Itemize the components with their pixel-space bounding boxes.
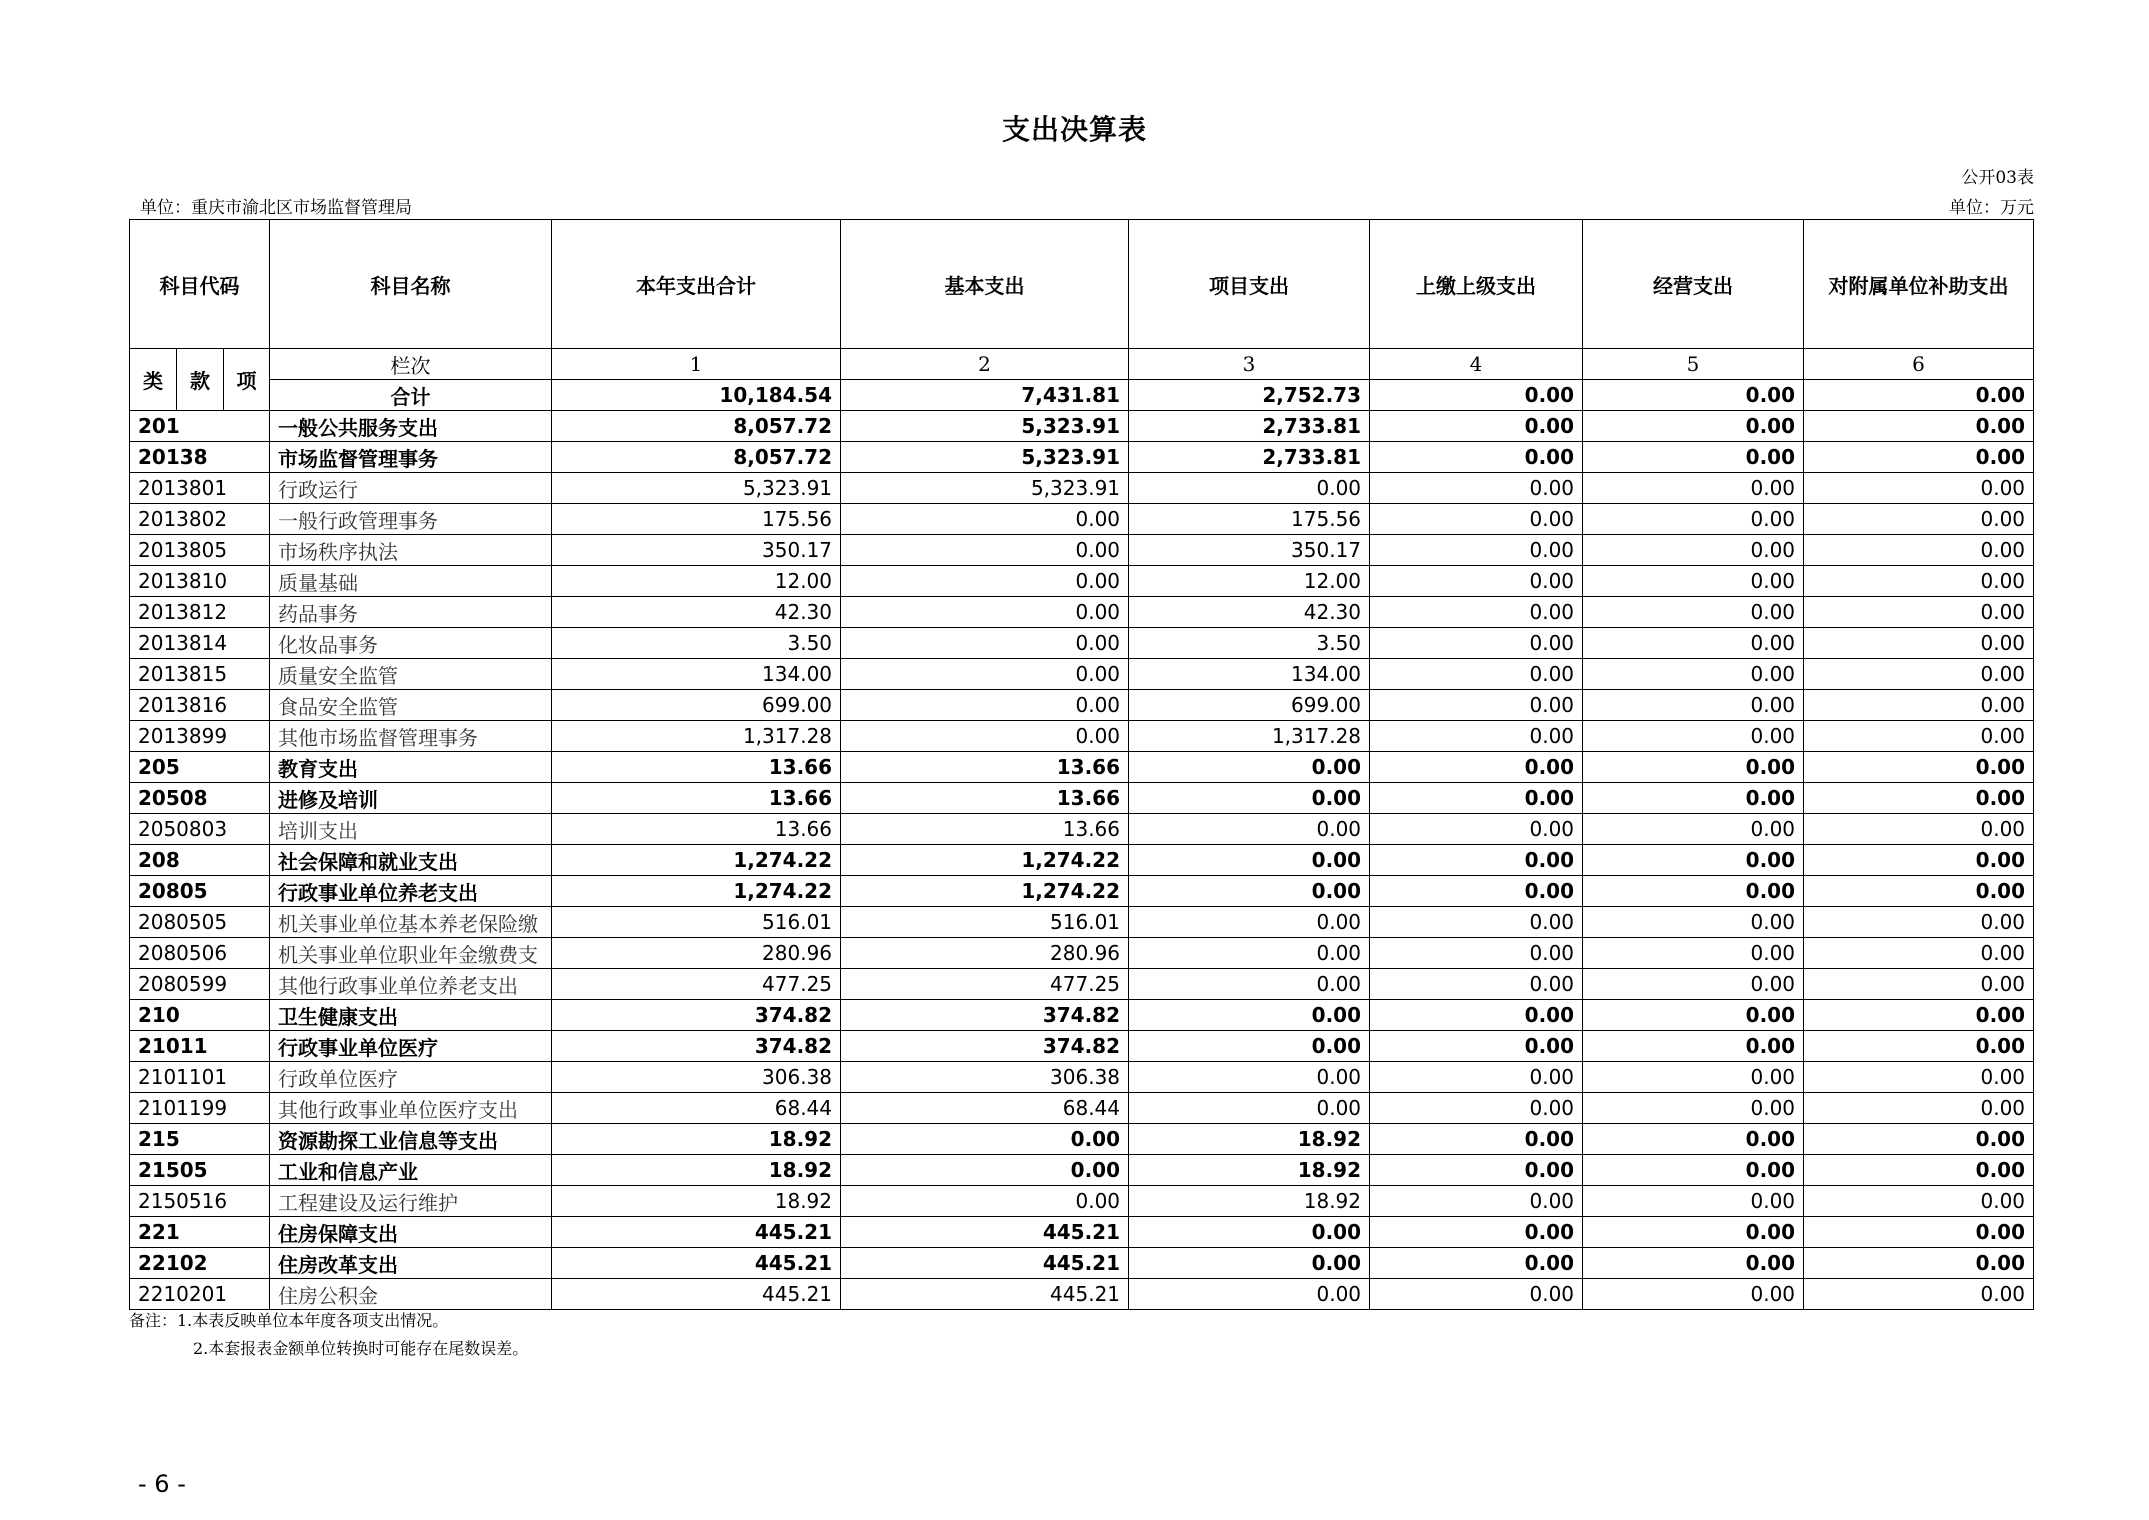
row-name: 工程建设及运行维护 <box>270 1186 552 1217</box>
table-row <box>130 504 2034 535</box>
row-code: 21505 <box>130 1155 270 1186</box>
row-value-2: 445.21 <box>841 1217 1129 1248</box>
row-value-3: 18.92 <box>1129 1155 1370 1186</box>
row-name: 市场监督管理事务 <box>270 442 552 473</box>
row-value-3: 0.00 <box>1129 783 1370 814</box>
header-subsidy: 对附属单位补助支出 <box>1804 220 2034 349</box>
row-value-4: 0.00 <box>1370 1217 1583 1248</box>
row-value-1: 445.21 <box>552 1248 841 1279</box>
row-value-6: 0.00 <box>1804 411 2034 442</box>
row-code: 2013810 <box>130 566 270 597</box>
row-value-6: 0.00 <box>1804 566 2034 597</box>
column-number-row <box>130 349 2034 380</box>
table-row <box>130 845 2034 876</box>
row-value-5: 0.00 <box>1583 876 1804 907</box>
table-row <box>130 876 2034 907</box>
row-value-4: 0.00 <box>1370 721 1583 752</box>
form-number: 公开03表 <box>1961 168 2034 188</box>
row-code: 201 <box>130 411 270 442</box>
table-row <box>130 1279 2034 1310</box>
total-value-4: 0.00 <box>1370 380 1583 411</box>
row-value-1: 8,057.72 <box>552 411 841 442</box>
row-value-2: 0.00 <box>841 628 1129 659</box>
table-row <box>130 1217 2034 1248</box>
row-code: 22102 <box>130 1248 270 1279</box>
row-name: 资源勘探工业信息等支出 <box>270 1124 552 1155</box>
row-code: 21011 <box>130 1031 270 1062</box>
row-value-3: 18.92 <box>1129 1186 1370 1217</box>
total-value-5: 0.00 <box>1583 380 1804 411</box>
row-value-3: 12.00 <box>1129 566 1370 597</box>
table-row <box>130 1186 2034 1217</box>
row-value-4: 0.00 <box>1370 442 1583 473</box>
row-code: 208 <box>130 845 270 876</box>
table-row <box>130 659 2034 690</box>
row-value-4: 0.00 <box>1370 535 1583 566</box>
row-value-5: 0.00 <box>1583 442 1804 473</box>
row-value-6: 0.00 <box>1804 628 2034 659</box>
row-value-5: 0.00 <box>1583 411 1804 442</box>
col-number-4: 4 <box>1370 349 1583 380</box>
row-name: 行政事业单位医疗 <box>270 1031 552 1062</box>
table-row <box>130 783 2034 814</box>
row-name: 市场秩序执法 <box>270 535 552 566</box>
row-value-4: 0.00 <box>1370 597 1583 628</box>
row-value-5: 0.00 <box>1583 1031 1804 1062</box>
row-value-6: 0.00 <box>1804 1279 2034 1310</box>
row-value-2: 1,274.22 <box>841 845 1129 876</box>
header-code: 科目代码 <box>130 220 270 349</box>
row-value-3: 0.00 <box>1129 938 1370 969</box>
row-code: 221 <box>130 1217 270 1248</box>
row-code: 20805 <box>130 876 270 907</box>
row-value-2: 374.82 <box>841 1000 1129 1031</box>
row-value-2: 5,323.91 <box>841 473 1129 504</box>
row-value-6: 0.00 <box>1804 1000 2034 1031</box>
row-value-2: 445.21 <box>841 1248 1129 1279</box>
row-value-1: 5,323.91 <box>552 473 841 504</box>
col-number-5: 5 <box>1583 349 1804 380</box>
row-name: 行政单位医疗 <box>270 1062 552 1093</box>
row-value-5: 0.00 <box>1583 1248 1804 1279</box>
row-code: 215 <box>130 1124 270 1155</box>
row-value-6: 0.00 <box>1804 597 2034 628</box>
col-number-1: 1 <box>552 349 841 380</box>
row-value-5: 0.00 <box>1583 1217 1804 1248</box>
row-value-4: 0.00 <box>1370 814 1583 845</box>
row-value-5: 0.00 <box>1583 1279 1804 1310</box>
row-value-5: 0.00 <box>1583 1155 1804 1186</box>
header-total: 本年支出合计 <box>552 220 841 349</box>
col-number-2: 2 <box>841 349 1129 380</box>
row-name: 质量安全监管 <box>270 659 552 690</box>
row-value-2: 0.00 <box>841 1124 1129 1155</box>
money-unit: 单位：万元 <box>1949 198 2034 218</box>
organization-unit: 单位：重庆市渝北区市场监督管理局 <box>140 198 412 218</box>
row-value-3: 0.00 <box>1129 1000 1370 1031</box>
row-code: 2101101 <box>130 1062 270 1093</box>
row-name: 其他行政事业单位养老支出 <box>270 969 552 1000</box>
row-name: 培训支出 <box>270 814 552 845</box>
note-line-1: 备注：1.本表反映单位本年度各项支出情况。 <box>129 1311 449 1330</box>
row-value-1: 374.82 <box>552 1000 841 1031</box>
row-value-1: 12.00 <box>552 566 841 597</box>
row-value-2: 0.00 <box>841 721 1129 752</box>
row-value-5: 0.00 <box>1583 752 1804 783</box>
row-value-6: 0.00 <box>1804 938 2034 969</box>
table-row <box>130 1248 2034 1279</box>
row-value-2: 0.00 <box>841 1155 1129 1186</box>
row-value-3: 0.00 <box>1129 1217 1370 1248</box>
row-value-3: 18.92 <box>1129 1124 1370 1155</box>
row-value-4: 0.00 <box>1370 1155 1583 1186</box>
expenditure-table <box>129 219 2034 1310</box>
row-value-4: 0.00 <box>1370 752 1583 783</box>
row-name: 质量基础 <box>270 566 552 597</box>
row-value-4: 0.00 <box>1370 845 1583 876</box>
table-row <box>130 442 2034 473</box>
row-value-2: 68.44 <box>841 1093 1129 1124</box>
row-code: 2210201 <box>130 1279 270 1310</box>
col-number-3: 3 <box>1129 349 1370 380</box>
row-value-5: 0.00 <box>1583 1062 1804 1093</box>
row-value-3: 0.00 <box>1129 1248 1370 1279</box>
header-basic: 基本支出 <box>841 220 1129 349</box>
row-value-1: 3.50 <box>552 628 841 659</box>
header-name: 科目名称 <box>270 220 552 349</box>
table-row <box>130 566 2034 597</box>
row-value-4: 0.00 <box>1370 783 1583 814</box>
row-name: 其他市场监督管理事务 <box>270 721 552 752</box>
row-value-1: 8,057.72 <box>552 442 841 473</box>
row-name: 一般行政管理事务 <box>270 504 552 535</box>
row-value-2: 0.00 <box>841 535 1129 566</box>
row-value-1: 42.30 <box>552 597 841 628</box>
row-value-2: 0.00 <box>841 597 1129 628</box>
row-value-2: 280.96 <box>841 938 1129 969</box>
total-value-6: 0.00 <box>1804 380 2034 411</box>
row-value-6: 0.00 <box>1804 1062 2034 1093</box>
row-value-4: 0.00 <box>1370 473 1583 504</box>
row-code: 2013816 <box>130 690 270 721</box>
row-name: 社会保障和就业支出 <box>270 845 552 876</box>
row-value-2: 5,323.91 <box>841 411 1129 442</box>
row-value-2: 0.00 <box>841 659 1129 690</box>
row-value-2: 5,323.91 <box>841 442 1129 473</box>
table-row <box>130 1124 2034 1155</box>
row-value-4: 0.00 <box>1370 1062 1583 1093</box>
row-value-6: 0.00 <box>1804 690 2034 721</box>
row-value-2: 0.00 <box>841 690 1129 721</box>
row-name: 机关事业单位基本养老保险缴 <box>270 907 552 938</box>
notes <box>129 1307 528 1363</box>
row-code: 2013802 <box>130 504 270 535</box>
row-code: 2080505 <box>130 907 270 938</box>
table-row <box>130 907 2034 938</box>
row-value-3: 0.00 <box>1129 1093 1370 1124</box>
row-name: 一般公共服务支出 <box>270 411 552 442</box>
row-value-6: 0.00 <box>1804 473 2034 504</box>
table-row <box>130 597 2034 628</box>
row-name: 住房改革支出 <box>270 1248 552 1279</box>
row-value-2: 13.66 <box>841 752 1129 783</box>
row-value-2: 0.00 <box>841 566 1129 597</box>
row-code: 2150516 <box>130 1186 270 1217</box>
row-value-4: 0.00 <box>1370 628 1583 659</box>
row-code: 2050803 <box>130 814 270 845</box>
row-value-3: 3.50 <box>1129 628 1370 659</box>
row-value-1: 516.01 <box>552 907 841 938</box>
note-line-2: 2.本套报表金额单位转换时可能存在尾数误差。 <box>193 1339 529 1358</box>
header-lei: 类 <box>130 349 177 411</box>
row-code: 210 <box>130 1000 270 1031</box>
row-code: 205 <box>130 752 270 783</box>
header-upper: 上缴上级支出 <box>1370 220 1583 349</box>
row-value-1: 699.00 <box>552 690 841 721</box>
row-value-5: 0.00 <box>1583 783 1804 814</box>
row-value-6: 0.00 <box>1804 969 2034 1000</box>
row-value-6: 0.00 <box>1804 1124 2034 1155</box>
row-value-5: 0.00 <box>1583 659 1804 690</box>
col-number-6: 6 <box>1804 349 2034 380</box>
row-value-1: 445.21 <box>552 1217 841 1248</box>
row-value-5: 0.00 <box>1583 566 1804 597</box>
row-value-1: 18.92 <box>552 1186 841 1217</box>
row-value-6: 0.00 <box>1804 1031 2034 1062</box>
row-code: 2101199 <box>130 1093 270 1124</box>
row-value-5: 0.00 <box>1583 473 1804 504</box>
table-row <box>130 969 2034 1000</box>
row-value-4: 0.00 <box>1370 1031 1583 1062</box>
row-name: 食品安全监管 <box>270 690 552 721</box>
row-value-3: 0.00 <box>1129 969 1370 1000</box>
row-value-1: 306.38 <box>552 1062 841 1093</box>
row-value-6: 0.00 <box>1804 1155 2034 1186</box>
row-value-6: 0.00 <box>1804 659 2034 690</box>
row-value-4: 0.00 <box>1370 411 1583 442</box>
row-code: 20138 <box>130 442 270 473</box>
row-code: 20508 <box>130 783 270 814</box>
row-name: 机关事业单位职业年金缴费支 <box>270 938 552 969</box>
row-value-2: 306.38 <box>841 1062 1129 1093</box>
row-value-2: 477.25 <box>841 969 1129 1000</box>
row-value-4: 0.00 <box>1370 969 1583 1000</box>
row-value-1: 374.82 <box>552 1031 841 1062</box>
page-number: - 6 - <box>138 1470 186 1498</box>
table-row <box>130 473 2034 504</box>
row-name: 药品事务 <box>270 597 552 628</box>
row-name: 住房保障支出 <box>270 1217 552 1248</box>
row-value-5: 0.00 <box>1583 1124 1804 1155</box>
row-code: 2013899 <box>130 721 270 752</box>
row-value-5: 0.00 <box>1583 1093 1804 1124</box>
row-code: 2013814 <box>130 628 270 659</box>
row-value-4: 0.00 <box>1370 1000 1583 1031</box>
row-value-3: 134.00 <box>1129 659 1370 690</box>
row-value-2: 516.01 <box>841 907 1129 938</box>
row-value-5: 0.00 <box>1583 814 1804 845</box>
table-row <box>130 628 2034 659</box>
header-lanci: 栏次 <box>270 349 552 380</box>
row-value-3: 0.00 <box>1129 845 1370 876</box>
row-code: 2080599 <box>130 969 270 1000</box>
row-value-4: 0.00 <box>1370 1248 1583 1279</box>
row-value-1: 1,274.22 <box>552 876 841 907</box>
row-value-3: 0.00 <box>1129 814 1370 845</box>
row-value-1: 18.92 <box>552 1155 841 1186</box>
row-name: 化妆品事务 <box>270 628 552 659</box>
row-value-4: 0.00 <box>1370 1279 1583 1310</box>
row-code: 2013812 <box>130 597 270 628</box>
row-name: 行政事业单位养老支出 <box>270 876 552 907</box>
row-value-3: 0.00 <box>1129 876 1370 907</box>
row-value-1: 350.17 <box>552 535 841 566</box>
row-value-3: 2,733.81 <box>1129 442 1370 473</box>
row-value-5: 0.00 <box>1583 969 1804 1000</box>
row-value-2: 13.66 <box>841 783 1129 814</box>
row-value-6: 0.00 <box>1804 1093 2034 1124</box>
row-value-3: 2,733.81 <box>1129 411 1370 442</box>
row-value-4: 0.00 <box>1370 876 1583 907</box>
row-value-1: 134.00 <box>552 659 841 690</box>
row-code: 2013815 <box>130 659 270 690</box>
row-value-3: 0.00 <box>1129 752 1370 783</box>
total-label: 合计 <box>270 380 552 411</box>
row-value-5: 0.00 <box>1583 535 1804 566</box>
row-value-3: 1,317.28 <box>1129 721 1370 752</box>
row-value-3: 0.00 <box>1129 473 1370 504</box>
table-row <box>130 411 2034 442</box>
row-value-4: 0.00 <box>1370 1124 1583 1155</box>
table-row <box>130 1093 2034 1124</box>
row-code: 2013805 <box>130 535 270 566</box>
row-value-6: 0.00 <box>1804 876 2034 907</box>
header-business: 经营支出 <box>1583 220 1804 349</box>
row-name: 其他行政事业单位医疗支出 <box>270 1093 552 1124</box>
header-project: 项目支出 <box>1129 220 1370 349</box>
table-row <box>130 1000 2034 1031</box>
row-value-4: 0.00 <box>1370 659 1583 690</box>
table-row <box>130 535 2034 566</box>
row-value-2: 0.00 <box>841 504 1129 535</box>
row-value-3: 350.17 <box>1129 535 1370 566</box>
table-row <box>130 1062 2034 1093</box>
row-value-1: 1,274.22 <box>552 845 841 876</box>
row-value-4: 0.00 <box>1370 938 1583 969</box>
row-value-2: 445.21 <box>841 1279 1129 1310</box>
row-value-2: 0.00 <box>841 1186 1129 1217</box>
total-value-2: 7,431.81 <box>841 380 1129 411</box>
row-value-2: 374.82 <box>841 1031 1129 1062</box>
row-value-4: 0.00 <box>1370 1093 1583 1124</box>
row-value-6: 0.00 <box>1804 752 2034 783</box>
row-value-2: 1,274.22 <box>841 876 1129 907</box>
row-value-2: 13.66 <box>841 814 1129 845</box>
row-name: 工业和信息产业 <box>270 1155 552 1186</box>
row-value-1: 1,317.28 <box>552 721 841 752</box>
header-kuan: 款 <box>177 349 224 411</box>
table-row <box>130 814 2034 845</box>
row-value-1: 280.96 <box>552 938 841 969</box>
table-row <box>130 1155 2034 1186</box>
row-value-4: 0.00 <box>1370 690 1583 721</box>
row-value-6: 0.00 <box>1804 721 2034 752</box>
row-value-1: 175.56 <box>552 504 841 535</box>
row-value-4: 0.00 <box>1370 504 1583 535</box>
row-value-4: 0.00 <box>1370 566 1583 597</box>
row-value-3: 0.00 <box>1129 1279 1370 1310</box>
header-xiang: 项 <box>224 349 270 411</box>
row-value-6: 0.00 <box>1804 1186 2034 1217</box>
table-row <box>130 690 2034 721</box>
row-value-4: 0.00 <box>1370 907 1583 938</box>
row-value-5: 0.00 <box>1583 721 1804 752</box>
row-value-1: 445.21 <box>552 1279 841 1310</box>
page-title: 支出决算表 <box>1001 113 1147 146</box>
row-value-1: 13.66 <box>552 814 841 845</box>
table-row <box>130 721 2034 752</box>
row-code: 2080506 <box>130 938 270 969</box>
row-name: 进修及培训 <box>270 783 552 814</box>
row-value-6: 0.00 <box>1804 783 2034 814</box>
row-value-3: 0.00 <box>1129 1031 1370 1062</box>
row-value-1: 68.44 <box>552 1093 841 1124</box>
row-value-5: 0.00 <box>1583 938 1804 969</box>
row-value-5: 0.00 <box>1583 504 1804 535</box>
total-value-1: 10,184.54 <box>552 380 841 411</box>
row-value-3: 175.56 <box>1129 504 1370 535</box>
table-row <box>130 1031 2034 1062</box>
total-row <box>130 380 2034 411</box>
row-value-1: 18.92 <box>552 1124 841 1155</box>
row-value-1: 477.25 <box>552 969 841 1000</box>
row-value-6: 0.00 <box>1804 845 2034 876</box>
row-value-6: 0.00 <box>1804 907 2034 938</box>
row-value-6: 0.00 <box>1804 504 2034 535</box>
row-value-6: 0.00 <box>1804 814 2034 845</box>
row-value-5: 0.00 <box>1583 1186 1804 1217</box>
row-value-1: 13.66 <box>552 783 841 814</box>
row-value-1: 13.66 <box>552 752 841 783</box>
row-value-5: 0.00 <box>1583 907 1804 938</box>
row-name: 教育支出 <box>270 752 552 783</box>
row-name: 卫生健康支出 <box>270 1000 552 1031</box>
row-value-5: 0.00 <box>1583 1000 1804 1031</box>
row-value-3: 0.00 <box>1129 1062 1370 1093</box>
total-value-3: 2,752.73 <box>1129 380 1370 411</box>
table-row <box>130 938 2034 969</box>
row-value-6: 0.00 <box>1804 1248 2034 1279</box>
row-value-3: 699.00 <box>1129 690 1370 721</box>
row-name: 住房公积金 <box>270 1279 552 1310</box>
row-value-5: 0.00 <box>1583 690 1804 721</box>
row-value-3: 42.30 <box>1129 597 1370 628</box>
row-value-6: 0.00 <box>1804 442 2034 473</box>
row-value-5: 0.00 <box>1583 845 1804 876</box>
row-name: 行政运行 <box>270 473 552 504</box>
row-value-6: 0.00 <box>1804 535 2034 566</box>
row-value-3: 0.00 <box>1129 907 1370 938</box>
row-value-6: 0.00 <box>1804 1217 2034 1248</box>
row-value-4: 0.00 <box>1370 1186 1583 1217</box>
row-value-5: 0.00 <box>1583 597 1804 628</box>
table-row <box>130 752 2034 783</box>
row-value-5: 0.00 <box>1583 628 1804 659</box>
row-code: 2013801 <box>130 473 270 504</box>
